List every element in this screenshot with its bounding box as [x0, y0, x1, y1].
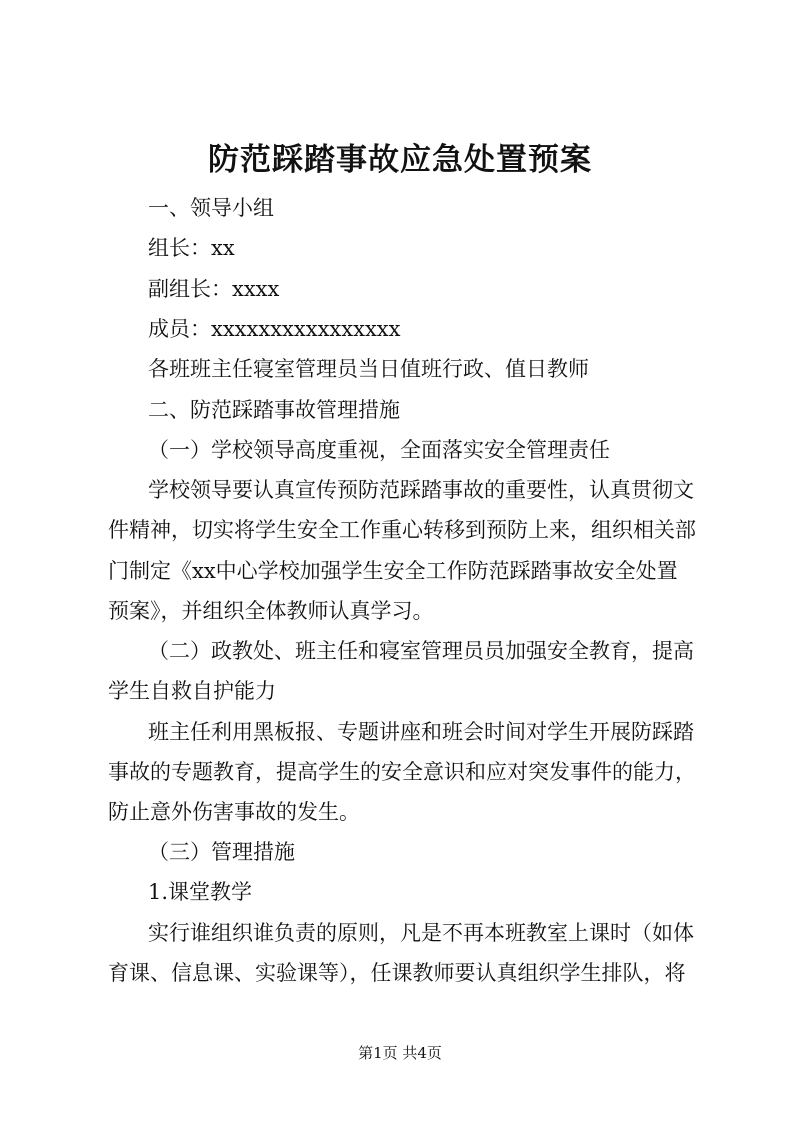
members-line: 成员：xxxxxxxxxxxxxxxx: [148, 317, 401, 341]
leader-line: 组长：xx: [148, 236, 235, 260]
subheading-two: （二）政教处、班主任和寝室管理员员加强安全教育，提高: [148, 639, 694, 663]
subheading-two-continued: 学生自救自护能力: [108, 679, 276, 703]
paragraph-line: 事故的专题教育，提高学生的安全意识和应对突发事件的能力，: [108, 760, 696, 784]
section-heading-leadership: 一、领导小组: [148, 196, 274, 220]
paragraph-line: 门制定《xx中心学校加强学生安全工作防范踩踏事故安全处置: [108, 559, 678, 583]
paragraph-line: 育课、信息课、实验课等），任课教师要认真组织学生排队，将: [108, 961, 686, 985]
section-heading-measures: 二、防范踩踏事故管理措施: [148, 398, 400, 422]
item-heading: 1.课堂教学: [148, 880, 253, 904]
paragraph-line: 学校领导要认真宣传预防范踩踏事故的重要性，认真贯彻文: [148, 478, 694, 502]
paragraph-line: 预案》，并组织全体教师认真学习。: [108, 599, 434, 623]
paragraph-line: 实行谁组织谁负责的原则，凡是不再本班教室上课时（如体: [148, 921, 694, 945]
paragraph-line: 件精神，切实将学生安全工作重心转移到预防上来，组织相关部: [108, 518, 696, 542]
deputy-leader-line: 副组长：xxxx: [148, 277, 280, 301]
page-number-footer: 第1页 共4页: [358, 1044, 442, 1062]
subheading-one: （一）学校领导高度重视，全面落实安全管理责任: [148, 438, 610, 462]
staff-line: 各班班主任寝室管理员当日值班行政、值日教师: [148, 357, 589, 381]
subheading-three: （三）管理措施: [148, 840, 295, 864]
document-title: 防范踩踏事故应急处置预案: [208, 142, 592, 178]
paragraph-line: 防止意外伤害事故的发生。: [108, 800, 360, 824]
paragraph-line: 班主任利用黑板报、专题讲座和班会时间对学生开展防踩踏: [148, 720, 694, 744]
